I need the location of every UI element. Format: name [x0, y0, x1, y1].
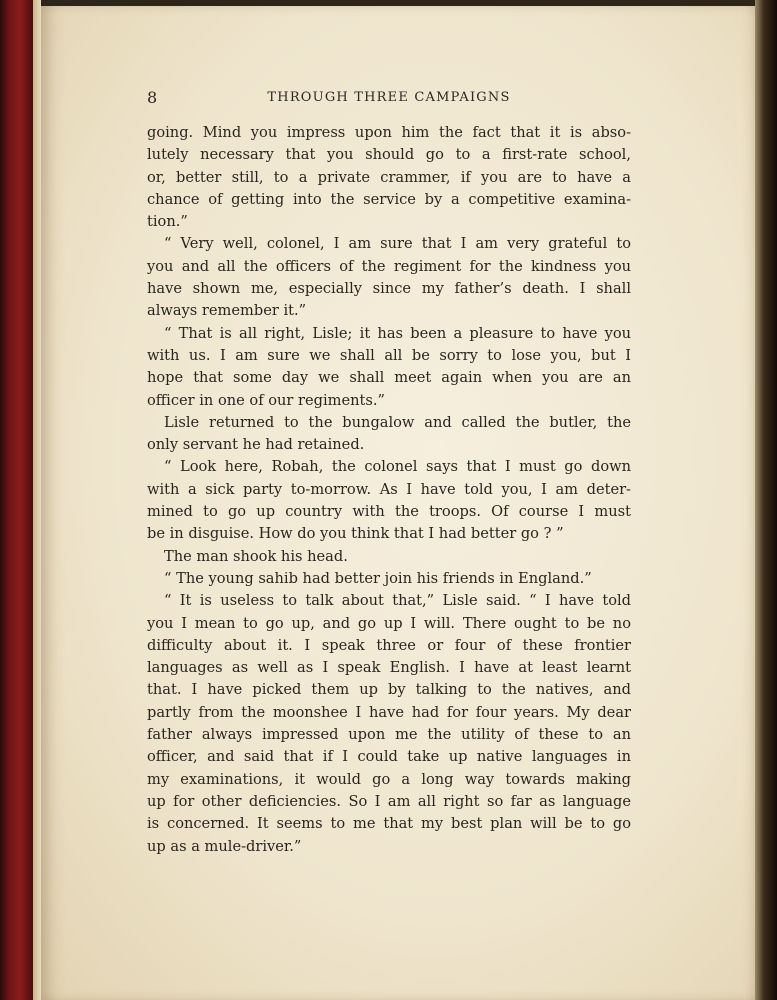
- text-line: always remember it.”: [147, 302, 307, 320]
- text-line: or, better still, to a private crammer, if you are to have a: [147, 168, 631, 186]
- text-line: my examinations, it would go a long way towards making: [147, 770, 631, 788]
- text-line: “ Look here, Robah, the colonel says that I must go down: [164, 458, 631, 476]
- text-line: up for other deficiencies. So I am all right so far as language: [147, 792, 631, 810]
- text-line: Lisle returned to the bungalow and called the butler, the: [164, 413, 631, 431]
- running-title: THROUGH THREE CAMPAIGNS: [267, 90, 511, 105]
- text-line: The man shook his head.: [164, 547, 348, 565]
- text-line: languages as well as I speak English. I have at least learnt: [147, 659, 631, 677]
- text-line: difficulty about it. I speak three or four of these frontier: [147, 636, 631, 654]
- text-line: that. I have picked them up by talking to the natives, and: [147, 681, 631, 699]
- text-line: lutely necessary that you should go to a first-rate school,: [147, 146, 631, 164]
- book-right-edge: [755, 0, 777, 1000]
- text-line: you I mean to go up, and go up I will. There ought to be no: [147, 614, 631, 632]
- text-line: with a sick party to-morrow. As I have told you, I am deter-: [147, 480, 631, 498]
- text-line: “ That is all right, Lisle; it has been a pleasure to have you: [164, 324, 631, 342]
- text-line: with us. I am sure we shall all be sorry to lose you, but I: [147, 346, 631, 364]
- page-header: [147, 86, 631, 110]
- text-line: officer, and said that if I could take up native languages in: [147, 748, 631, 766]
- text-line: hope that some day we shall meet again when you are an: [147, 369, 631, 387]
- text-line: officer in one of our regiments.”: [147, 391, 385, 409]
- text-line: “ It is useless to talk about that,” Lisle said. “ I have told: [164, 592, 631, 610]
- text-line: mined to go up country with the troops. Of course I must: [147, 503, 631, 521]
- text-line: father always impressed upon me the utility of these to an: [147, 726, 631, 744]
- text-line: going. Mind you impress upon him the fact that it is abso-: [147, 124, 631, 141]
- text-line: chance of getting into the service by a competitive examina-: [147, 190, 631, 208]
- text-line: tion.”: [147, 213, 188, 231]
- text-line: only servant he had retained.: [147, 436, 365, 454]
- text-line: “ The young sahib had better join his friends in England.”: [164, 569, 592, 587]
- text-line: is concerned. It seems to me that my best plan will be to go: [147, 815, 631, 833]
- text-line: be in disguise. How do you think that I had better go ? ”: [147, 525, 564, 543]
- text-line: up as a mule-driver.”: [147, 837, 302, 855]
- page-number: 8: [147, 88, 158, 107]
- body-text: [147, 122, 631, 858]
- text-line: “ Very well, colonel, I am sure that I am very grateful to: [164, 235, 631, 253]
- text-line: you and all the officers of the regiment for the kindness you: [147, 257, 631, 275]
- book-spine: [0, 0, 36, 1000]
- page-gutter-edge: [33, 0, 41, 1000]
- text-line: partly from the moonshee I have had for four years. My dear: [147, 703, 631, 721]
- text-line: have shown me, especially since my father’s death. I shall: [147, 280, 631, 298]
